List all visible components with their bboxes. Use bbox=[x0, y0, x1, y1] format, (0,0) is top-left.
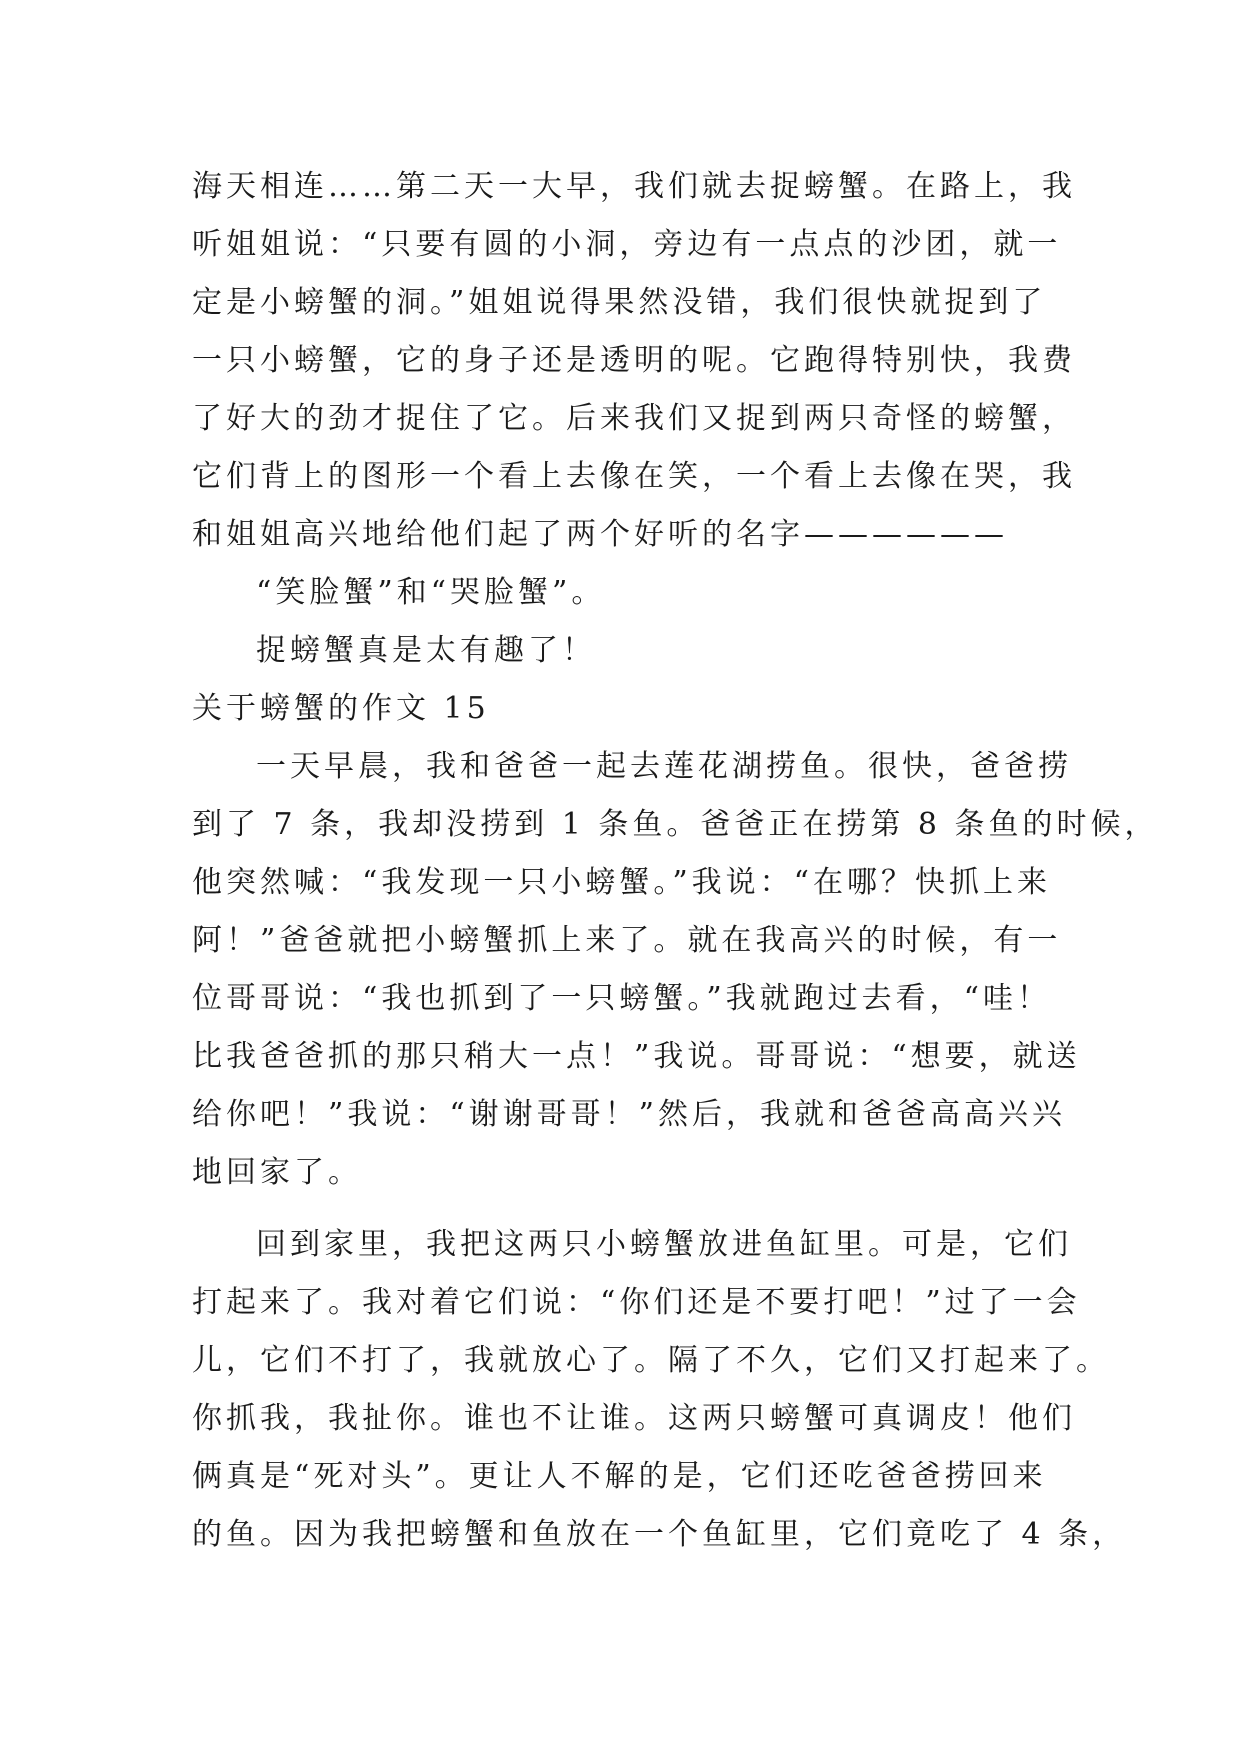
text-line-13: 他突然喊：“我发现一只小螃蟹。”我说：“在哪？快抓上来 bbox=[192, 865, 1052, 900]
text-line-12: 到了 7 条，我却没捞到 1 条鱼。爸爸正在捞第 8 条鱼的时候， bbox=[192, 807, 1159, 842]
text-line-14: 阿！”爸爸就把小螃蟹抓上来了。就在我高兴的时候，有一 bbox=[192, 923, 1062, 958]
text-line-15: 位哥哥说：“我也抓到了一只螃蟹。”我就跑过去看，“哇！ bbox=[192, 981, 1052, 1016]
text-line-11: 一天早晨，我和爸爸一起去莲花湖捞鱼。很快，爸爸捞 bbox=[256, 749, 1072, 784]
text-line-19: 回到家里，我把这两只小螃蟹放进鱼缸里。可是，它们 bbox=[256, 1227, 1072, 1262]
text-line-7: 和姐姐高兴地给他们起了两个好听的名字—————— bbox=[192, 517, 1008, 552]
text-line-21: 儿，它们不打了，我就放心了。隔了不久，它们又打起来了。 bbox=[192, 1343, 1110, 1378]
text-line-8: “笑脸蟹”和“哭脸蟹”。 bbox=[256, 575, 606, 610]
text-line-4: 一只小螃蟹，它的身子还是透明的呢。它跑得特别快，我费 bbox=[192, 343, 1076, 378]
text-line-18: 地回家了。 bbox=[192, 1155, 362, 1190]
text-line-5: 了好大的劲才捉住了它。后来我们又捉到两只奇怪的螃蟹， bbox=[192, 401, 1076, 436]
text-line-24: 的鱼。因为我把螃蟹和鱼放在一个鱼缸里，它们竟吃了 4 条， bbox=[192, 1517, 1127, 1552]
text-line-9: 捉螃蟹真是太有趣了！ bbox=[256, 633, 596, 668]
text-line-17: 给你吧！”我说：“谢谢哥哥！”然后，我就和爸爸高高兴兴 bbox=[192, 1097, 1067, 1132]
text-line-1: 海天相连……第二天一大早，我们就去捉螃蟹。在路上，我 bbox=[192, 169, 1076, 204]
text-line-2: 听姐姐说：“只要有圆的小洞，旁边有一点点的沙团，就一 bbox=[192, 227, 1062, 262]
text-line-23: 俩真是“死对头”。更让人不解的是，它们还吃爸爸捞回来 bbox=[192, 1459, 1047, 1494]
article-body bbox=[192, 158, 1159, 1564]
text-line-20: 打起来了。我对着它们说：“你们还是不要打吧！”过了一会 bbox=[192, 1285, 1081, 1320]
text-line-22: 你抓我，我扯你。谁也不让谁。这两只螃蟹可真调皮！他们 bbox=[192, 1401, 1076, 1436]
text-line-6: 它们背上的图形一个看上去像在笑，一个看上去像在哭，我 bbox=[192, 459, 1076, 494]
text-line-16: 比我爸爸抓的那只稍大一点！”我说。哥哥说：“想要，就送 bbox=[192, 1039, 1081, 1074]
text-line-3: 定是小螃蟹的洞。”姐姐说得果然没错，我们很快就捉到了 bbox=[192, 285, 1047, 320]
essay-heading: 关于螃蟹的作文 15 bbox=[192, 691, 490, 726]
